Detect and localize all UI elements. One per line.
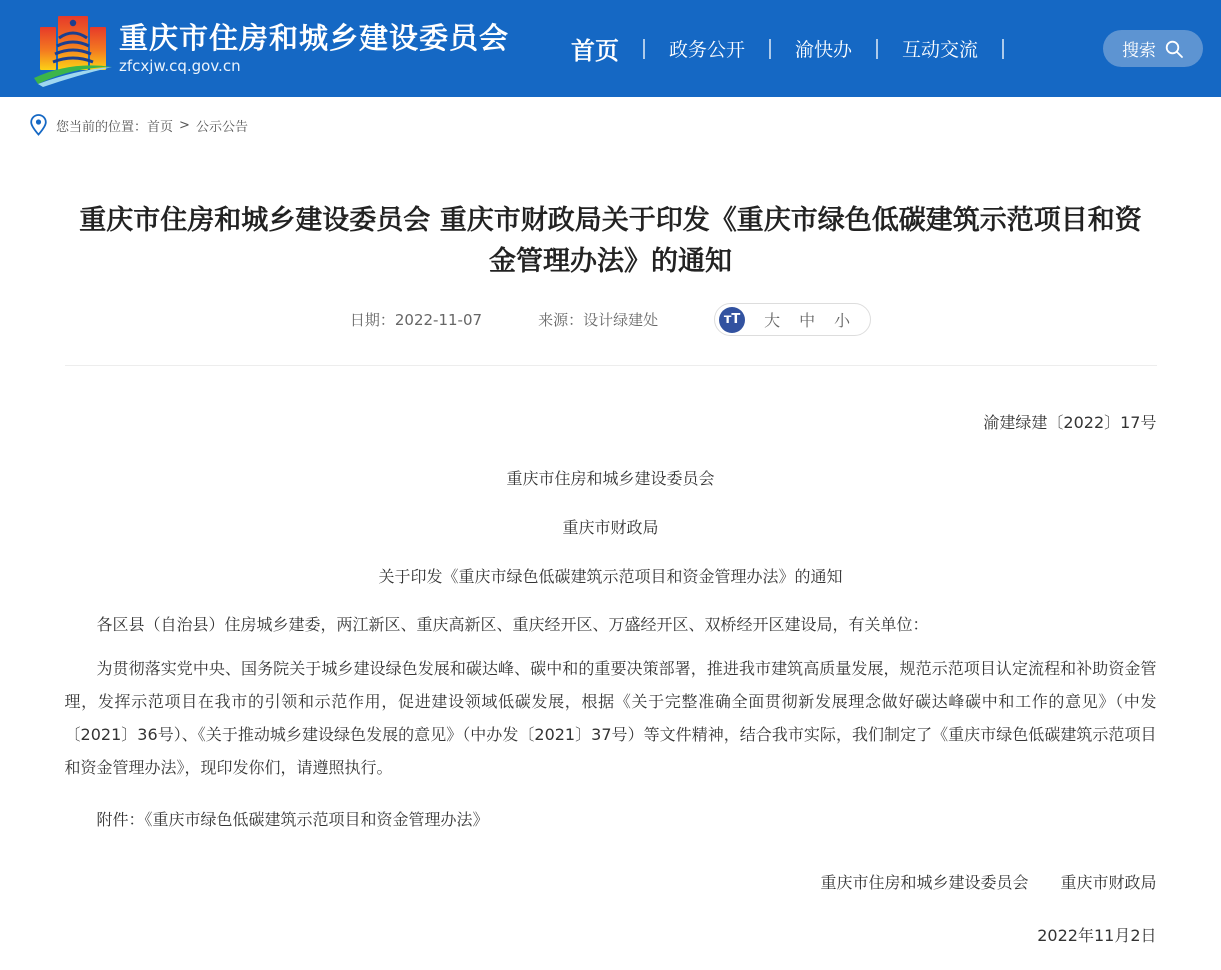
font-size-large-button[interactable]: 大 bbox=[764, 311, 781, 330]
nav-separator bbox=[876, 39, 878, 59]
date-label: 日期： bbox=[349, 311, 395, 329]
source-value: 设计绿建处 bbox=[583, 311, 659, 329]
location-pin-icon bbox=[30, 114, 47, 136]
font-size-widget bbox=[714, 303, 871, 336]
search-icon bbox=[1164, 39, 1184, 59]
date-value: 2022-11-07 bbox=[394, 311, 483, 329]
article-source bbox=[538, 309, 658, 330]
breadcrumb-prefix: 您当前的位置： bbox=[56, 119, 148, 135]
site-header bbox=[0, 0, 1221, 97]
breadcrumb-current[interactable]: 公示公告 bbox=[195, 119, 248, 135]
search-button[interactable] bbox=[1103, 30, 1203, 67]
issuing-org-line2: 重庆市财政局 bbox=[562, 518, 659, 537]
site-logo-home-link[interactable] bbox=[33, 7, 509, 91]
site-logo-icon bbox=[33, 7, 113, 91]
nav-separator bbox=[1002, 39, 1004, 59]
article-date bbox=[350, 309, 482, 330]
site-url: zfcxjw.cq.gov.cn bbox=[119, 56, 241, 75]
signature-line: 重庆市住房和城乡建设委员会 重庆市财政局 bbox=[820, 873, 1157, 892]
document-number: 渝建绿建〔2022〕17号 bbox=[983, 413, 1157, 432]
article-container bbox=[65, 200, 1157, 970]
nav-item-gov-info[interactable]: 政务公开 bbox=[669, 39, 746, 61]
breadcrumb-home-link[interactable]: 首页 bbox=[147, 119, 174, 135]
addressee-line: 各区县（自治县）住房城乡建委，两江新区、重庆高新区、重庆经开区、万盛经开区、双桥经开区建设局，有关单位： bbox=[96, 615, 929, 634]
issuing-org-line1: 重庆市住房和城乡建设委员会 bbox=[506, 469, 715, 488]
content-divider bbox=[65, 365, 1157, 366]
article-title: 重庆市住房和城乡建设委员会 重庆市财政局关于印发《重庆市绿色低碳建筑示范项目和资金管理办法》的通知 bbox=[79, 205, 1142, 277]
font-size-medium-button[interactable]: 中 bbox=[799, 311, 816, 330]
nav-item-yukuaiban[interactable]: 渝快办 bbox=[795, 39, 853, 61]
nav-separator bbox=[643, 39, 645, 59]
breadcrumb-separator: > bbox=[179, 117, 190, 133]
signature-date: 2022年11月2日 bbox=[1037, 926, 1157, 945]
nav-item-home[interactable]: 首页 bbox=[571, 37, 620, 65]
document-body bbox=[65, 410, 1157, 970]
search-button-label: 搜索 bbox=[1122, 41, 1156, 61]
site-name: 重庆市住房和城乡建设委员会 bbox=[119, 21, 510, 56]
breadcrumb bbox=[0, 97, 1221, 148]
body-paragraph: 为贯彻落实党中央、国务院关于城乡建设绿色发展和碳达峰、碳中和的重要决策部署，推进我市建筑高质量发展，规范示范项目认定流程和补助资金管理，发挥示范项目在我市的引领和示范作用，促进建设领域低碳发展，根据《关于完整准确全面贯彻新发展理念做好碳达峰碳中和工作的意见》（中发〔2021〕36号）、《关于推动城乡建设绿色发展的意见》（中办发〔2021〕37号）等文件精神，结合我市实际，我们制定了《重庆市绿色低碳建筑示范项目和资金管理办法》，现印发你们，请遵照执行。 bbox=[64, 659, 1157, 777]
article-meta-row bbox=[65, 303, 1157, 336]
source-label: 来源： bbox=[538, 311, 584, 329]
document-subject-line: 关于印发《重庆市绿色低碳建筑示范项目和资金管理办法》的通知 bbox=[378, 567, 843, 586]
font-size-icon: тT bbox=[719, 307, 745, 333]
nav-separator bbox=[769, 39, 771, 59]
nav-item-interaction[interactable]: 互动交流 bbox=[902, 39, 979, 61]
font-size-small-button[interactable]: 小 bbox=[834, 311, 851, 330]
attachment-line: 附件：《重庆市绿色低碳建筑示范项目和资金管理办法》 bbox=[96, 810, 489, 829]
main-nav bbox=[571, 31, 1028, 66]
